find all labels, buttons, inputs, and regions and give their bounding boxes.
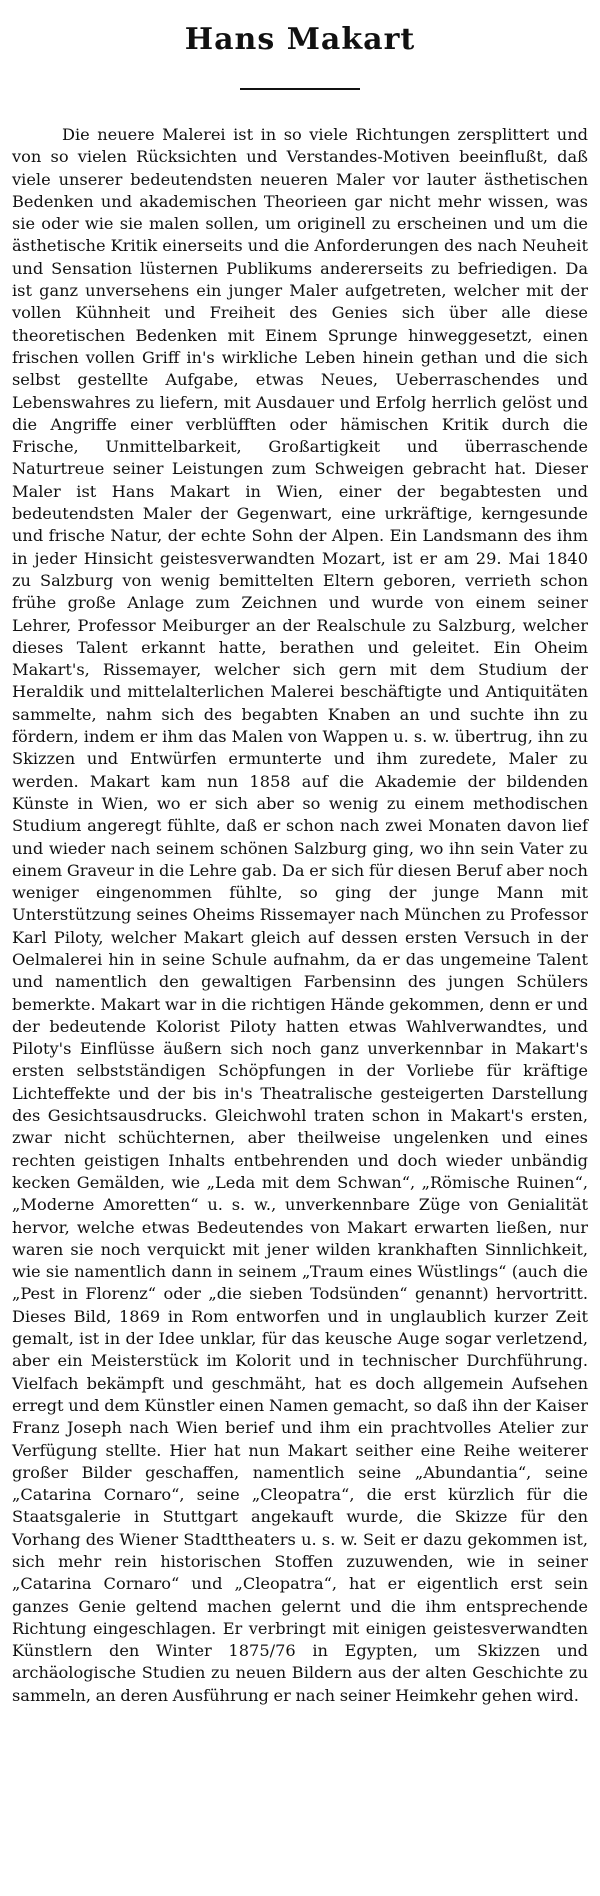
article-body: Die neuere Malerei ist in so viele Richtungen zersplittert und von so vielen Rücksichten und Verstandes-Motiven beeinflußt, daß viele unserer bedeutendsten neueren Maler vor lauter ästhetischen Bedenken und akademischen Theorieen gar nicht mehr wissen, was sie oder wie sie malen sollen, um originell zu erscheinen und um die ästhetische Kritik einerseits und die Anforderungen des nach Neuheit und Sensation lüsternen Publikums andererseits zu befriedigen. Da ist ganz unversehens ein junger Maler aufgetreten, welcher mit der vollen Kühnheit und Freiheit des Genies sich über alle diese theoretischen Bedenken mit Einem Sprunge hinweggesetzt, einen frischen vollen Griff in's wirkliche Leben hinein gethan und die sich selbst gestellte Aufgabe, etwas Neues, Ueberraschendes und Lebenswahres zu liefern, mit Ausdauer und Erfolg herrlich gelöst und die Angriffe einer verblüfften oder hämischen Kritik durch die Frische, Unmittelbarkeit, Großartigkeit und überraschende Naturtreue seiner Leistungen zum Schweigen gebracht hat. Dieser Maler ist Hans Makart in Wien, einer der begabtesten und bedeutendsten Maler der Gegenwart, eine urkräftige, kerngesunde und frische Natur, der echte Sohn der Alpen. Ein Landsmann des ihm in jeder Hinsicht geistesverwandten Mozart, ist er am 29. Mai 1840 zu Salzburg von wenig bemittelten Eltern geboren, verrieth schon frühe große Anlage zum Zeichnen und wurde von einem seiner Lehrer, Professor Meiburger an der Realschule zu Salzburg, welcher dieses Talent erkannt hatte, berathen und geleitet. Ein Oheim Makart's, Rissemayer, welcher sich gern mit dem Studium der Heraldik und mittelalterlichen Malerei beschäftigte und Antiquitäten sammelte, nahm sich des begabten Knaben an und suchte ihn zu fördern, indem er ihm das Malen von Wappen u. s. w. übertrug, ihn zu Skizzen und Entwürfen ermunterte und ihm zuredete, Maler zu werden. Makart kam nun 1858 auf die Akademie der bildenden Künste in Wien, wo er sich aber so wenig zu einem methodischen Studium angeregt fühlte, daß er schon nach zwei Monaten davon lief und wieder nach seinem schönen Salzburg ging, wo ihn sein Vater zu einem Graveur in die Lehre gab. Da er sich für diesen Beruf aber noch weniger eingenommen fühlte, so ging der junge Mann mit Unterstützung seines Oheims Rissemayer nach München zu Professor Karl Piloty, welcher Makart gleich auf dessen ersten Versuch in der Oelmalerei hin in seine Schule aufnahm, da er das ungemeine Talent und namentlich den gewaltigen Farbensinn des jungen Schülers bemerkte. Makart war in die richtigen Hände gekommen, denn er und der bedeutende Kolorist Piloty hatten etwas Wahlverwandtes, und Piloty's Einflüsse äußern sich noch ganz unverkennbar in Makart's ersten selbstständigen Schöpfungen in der Vorliebe für kräftige Lichteffekte und der bis in's Theatralische gesteigerten Darstellung des Gesichtsausdrucks. Gleichwohl traten schon in Makart's ersten, zwar nicht schüchternen, aber theilweise ungelenken und eines rechten geistigen Inhalts entbehrenden und doch wieder unbändig kecken Gemälden, wie „Leda mit dem Schwan“, „Römische Ruinen“, „Moderne Amoretten“ u. s. w., unverkennbare Züge von Genialität hervor, welche etwas Bedeutendes von Makart erwarten ließen, nur waren sie noch verquickt mit jener wilden krankhaften Sinnlichkeit, wie sie namentlich dann in seinem „Traum eines Wüstlings“ (auch die „Pest in Florenz“ oder „die sieben Todsünden“ genannt) hervortritt. Dieses Bild, 1869 in Rom entworfen und in unglaublich kurzer Zeit gemalt, ist in der Idee unklar, für das keusche Auge sogar verletzend, aber ein Meisterstück im Kolorit und in technischer Durchführung. Vielfach bekämpft und geschmäht, hat es doch allgemein Aufsehen erregt und dem Künstler einen Namen gemacht, so daß ihn der Kaiser Franz Joseph nach Wien berief und ihm ein prachtvolles Atelier zur Verfügung stellte. Hier hat nun Makart seither eine Reihe weiterer großer Bilder geschaffen, namentlich seine „Abundantia“, seine „Catarina Cornaro“, seine „Cleopatra“, die erst kürzlich für die Staatsgalerie in Stuttgart angekauft wurde, die Skizze für den Vorhang des Wiener Stadttheaters u. s. w. Seit er dazu gekommen ist, sich mehr rein historischen Stoffen zuzuwenden, wie in seiner „Catarina Cornaro“ und „Cleopatra“, hat er eigentlich erst sein ganzes Genie geltend machen gelernt und die ihm entsprechende Richtung eingeschlagen. Er verbringt mit einigen geistesverwandten Künstlern den Winter 1875/76 in Egypten, um Skizzen und archäologische Studien zu neuen Bildern aus der alten Geschichte zu sammeln, an deren Ausführung er nach seiner Heimkehr gehen wird. <box>12 125 588 1705</box>
article-title: Hans Makart <box>184 22 416 57</box>
title-divider <box>240 88 360 90</box>
